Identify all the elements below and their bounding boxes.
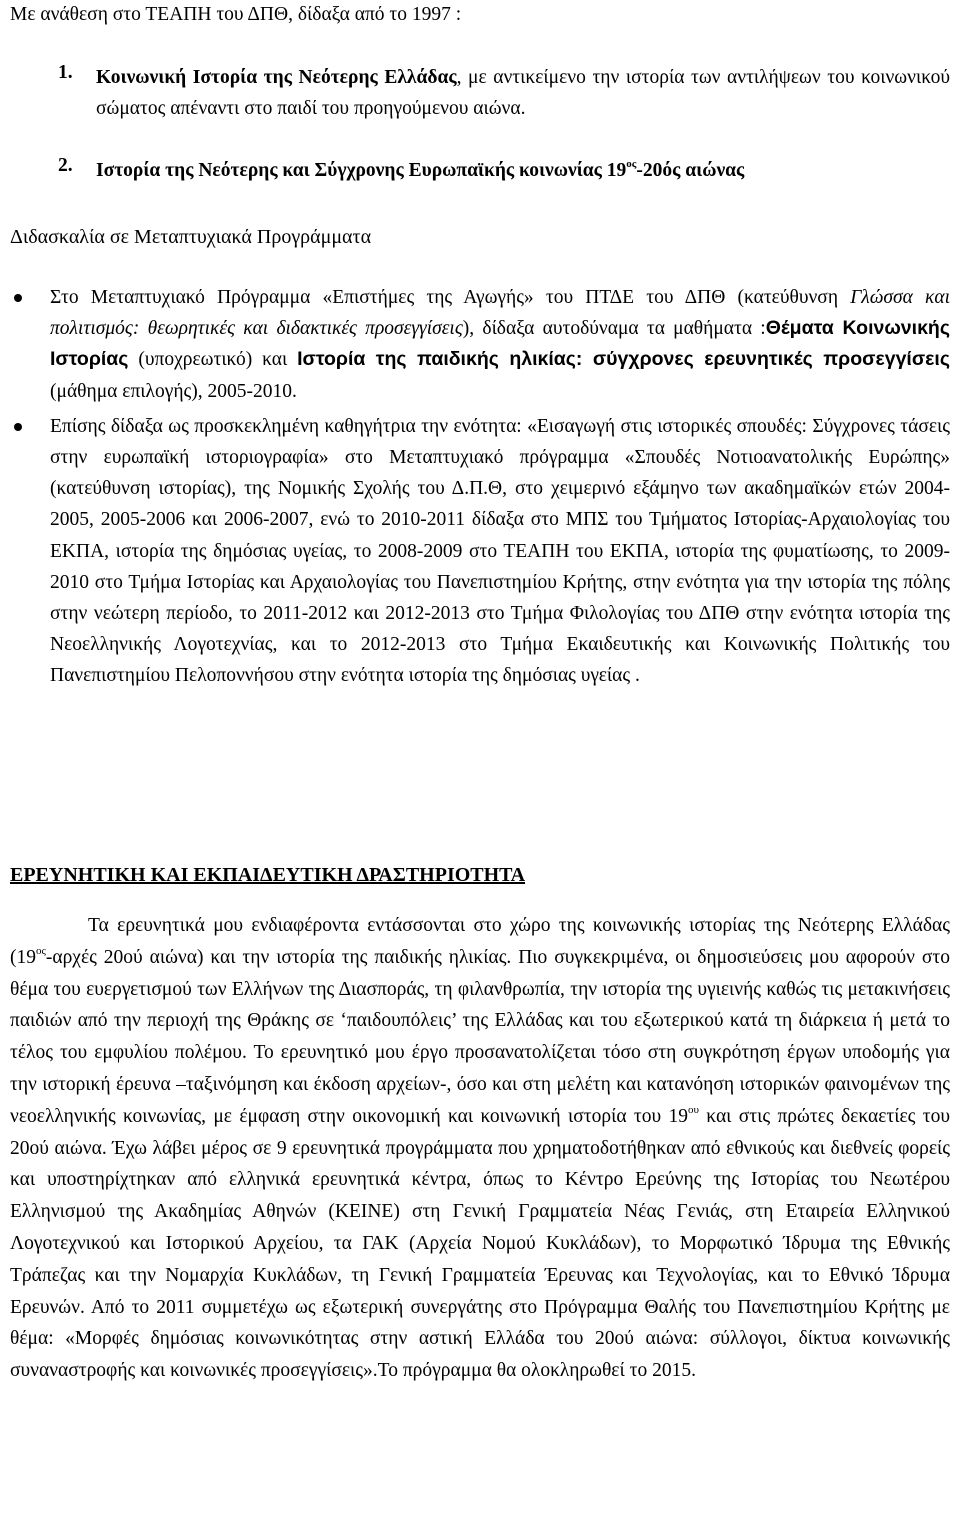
item-title: Κοινωνική Ιστορία της Νεότερης Ελλάδας	[96, 67, 457, 88]
bullet-dot	[14, 423, 22, 431]
numbered-item-1	[10, 62, 950, 124]
section-heading: ΕΡΕΥΝΗΤΙΚΗ ΚΑΙ ΕΚΠΑΙΔΕΥΤΙΚΗ ΔΡΑΣΤΗΡΙΟΤΗΤΑ	[10, 864, 526, 886]
bullet-dot	[14, 294, 22, 302]
intro-line: Με ανάθεση στο ΤΕΑΠΗ του ΔΠΘ, δίδαξα από το 1997 :	[10, 4, 462, 25]
bullet-list	[10, 282, 950, 692]
research-paragraph: Τα ερευνητικά μου ενδιαφέροντα εντάσσονται στο χώρο της κοινωνικής ιστορίας της Νεότερης Ελλάδας ($19^{o\varsigma}$-αρχές 20ού αιώνα) και την ιστορία της παιδικής ηλικίας. Πιο συγκεκριμένα, οι δημοσιεύσεις μου αφορούν στο θέμα του ευεργετισμού των Ελλήνων της Διασποράς, τη φιλανθρωπία, την ιστορία της υγιεινής καθώς τις μετακινήσεις παιδιών από την περιοχή της Θράκης σε ‘παιδουπόλεις’ της Ελλάδας και του εξωτερικού κατά τη διάρκεια ή μετά το τέλος του εμφυλίου πολέμου. Το ερευνητικό μου έργο προσανατολίζεται τόσο στη συγκρότηση έργων υποδομής για την ιστορική έρευνα –ταξινόμηση και έκδοση αρχείων-, όσο και στη μελέτη και κατανόηση ιστορικών φαινομένων της νεοελληνικής κοινωνίας, με έμφαση στην οικονομική και κοινωνική ιστορία του $19^{o\upsilon}$ και στις πρώτες δεκαετίες του 20ού αιώνα. Έχω λάβει μέρος σε 9 ερευνητικά προγράμματα που χρηματοδοτήθηκαν από εθνικούς και διεθνείς φορείς και υποστηρίχτηκαν από ελληνικά ερευνητικά κέντρα, όπως το Κέντρο Ερεύνης της Ιστορίας του Νεωτέρου Ελληνισμού της Ακαδημίας Αθηνών (ΚΕΙΝΕ) στη Γενική Γραμματεία Νέας Γενιάς, στη Εταιρεία Ελληνικού Λογοτεχνικού και Ιστορικού Αρχείου, τα ΓΑΚ (Αρχεία Νομού Κυκλάδων), το Μορφωτικό Ίδρυμα της Εθνικής Τράπεζας και την Νομαρχία Κυκλάδων, τη Γενική Γραμματεία Έρευνας και Τεχνολογίας, και το Εθνικό Ίδρυμα Ερευνών. Από το 2011 συμμετέχω ως εξωτερική συνεργάτης στο Πρόγραμμα Θαλής του Πανεπιστημίου Κρήτης με θέμα: «Μορφές δημόσιας κοινωνικότητας στην αστική Ελλάδα του 20ού αιώνα: σύλλογοι, δίκτυα κοινωνικής συναναστροφής και κοινωνικές προσεγγίσεις».Το πρόγραμμα θα ολοκληρωθεί το 2015.	[10, 915, 951, 1382]
bullet-text: Στο Μεταπτυχιακό Πρόγραμμα «Επιστήμες της Αγωγής» του ΠΤΔΕ του ΔΠΘ (κατεύθυνση Γλώσσα και πολιτισμός: θεωρητικές και διδακτικές προσεγγίσεις), δίδαξα αυτοδύναμα τα μαθήματα :Θέματα Κοινωνικής Ιστορίας (υποχρεωτικό) και Ιστορία της παιδικής ηλικίας: σύγχρονες ερευνητικές προσεγγίσεις (μάθημα επιλογής), 2005-2010.	[50, 287, 950, 402]
numbered-item-2	[10, 155, 950, 186]
bullet-item	[10, 411, 950, 692]
bullet-text: Επίσης δίδαξα ως προσκεκλημένη καθηγήτρια την ενότητα: «Εισαγωγή στις ιστορικές σπουδές: Σύγχρονες τάσεις στην ευρωπαϊκή ιστοριογραφία» στο Μεταπτυχιακό πρόγραμμα «Σπουδές Νοτιοανατολικής Ευρώπης» (κατεύθυνση ιστορίας), της Νομικής Σχολής του Δ.Π.Θ, στο χειμερινό εξάμηνο των ακαδημαϊκών ετών 2004-2005, 2005-2006 και 2006-2007, ενώ το 2010-2011 δίδαξα στο ΜΠΣ του Τμήματος Ιστορίας-Αρχαιολογίας του ΕΚΠΑ, ιστορία της δημόσιας υγείας, το 2008-2009 στο ΤΕΑΠΗ του ΕΚΠΑ, ιστορία της φυματίωσης, το 2009-2010 στο Τμήμα Ιστορίας και Αρχαιολογίας του Πανεπιστημίου Κρήτης, στην ενότητα για την ιστορία της πόλης στην νεώτερη περίοδο, το 2011-2012 και 2012-2013 στο Τμήμα Φιλολογίας του ΔΠΘ στην ενότητα ιστορία της Νεοελληνικής Λογοτεχνίας, και το 2012-2013 στο Τμήμα Εκαιδευτικής και Κοινωνικής Πολιτικής του Πανεπιστημίου Πελοποννήσου στην ενότητα ιστορία της δημόσιας υγείας .	[50, 415, 950, 687]
item-number: 2.	[58, 155, 73, 176]
item-text: Κοινωνική Ιστορία της Νεότερης Ελλάδας, με αντικείμενο την ιστορία των αντιλήψεων του κοινωνικού σώματος απέναντι στο παιδί του προηγούμενου αιώνα.	[96, 67, 950, 119]
subheading: Διδασκαλία σε Μεταπτυχιακά Προγράμματα	[10, 226, 372, 248]
item-number: 1.	[58, 62, 73, 83]
bullet-item	[10, 282, 950, 407]
item-title: Ιστορία της Νεότερης και Σύγχρονης Ευρωπαϊκής κοινωνίας $19^{o\varsigma}-20ό\varsigma$ αιώνας	[96, 158, 745, 181]
